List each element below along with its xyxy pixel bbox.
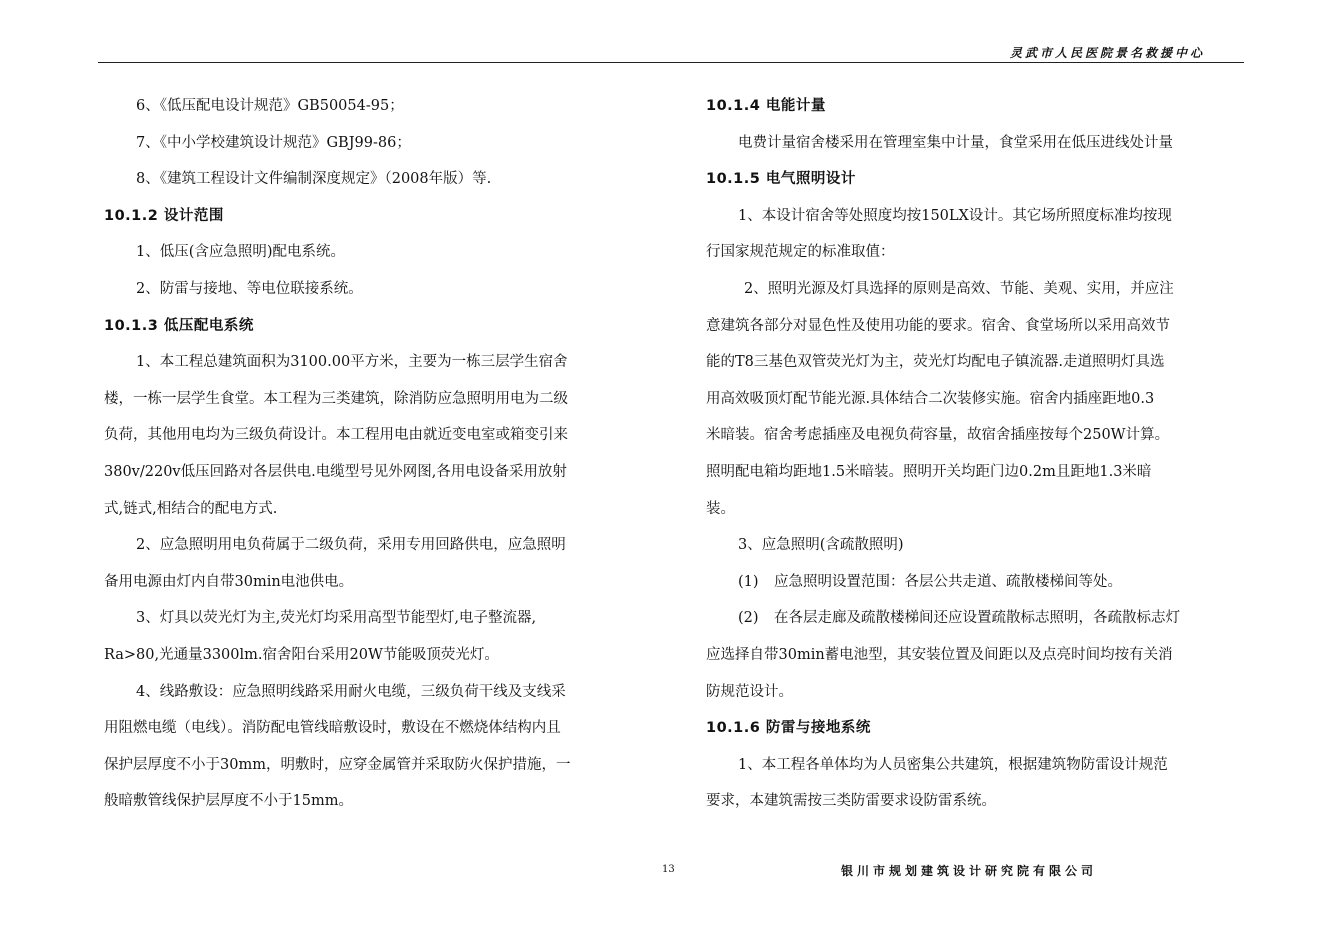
paragraph-line: 1、本工程总建筑面积为3100.00平方米，主要为一栋三层学生宿舍 [136, 354, 568, 371]
paragraph-line: 保护层厚度不小于30mm，明敷时，应穿金属管并采取防火保护措施，一 [104, 756, 571, 773]
list-item [706, 564, 1246, 601]
paragraph-line: 电费计量宿舍楼采用在管理室集中计量，食堂采用在低压进线处计量 [738, 134, 1173, 151]
section-heading: 10.1.6 防雷与接地系统 [706, 720, 871, 737]
page-number: 13 [662, 864, 675, 875]
paragraph-line: 要求，本建筑需按三类防雷要求设防雷系统。 [706, 793, 996, 810]
paragraph-line: 负荷，其他用电均为三级负荷设计。本工程用电由就近变电室或箱变引来 [104, 427, 568, 444]
list-text: 在各层走廊及疏散楼梯间还应设置疏散标志照明，各疏散标志灯 [774, 610, 1180, 627]
list-number: (1) [738, 573, 759, 590]
section-heading: 10.1.4 电能计量 [706, 98, 826, 114]
paragraph-line: 意建筑各部分对显色性及使用功能的要求。宿舍、食堂场所以采用高效节 [706, 317, 1170, 334]
paragraph-line: 3、灯具以荧光灯为主,荧光灯均采用高型节能型灯,电子整流器, [136, 610, 537, 627]
list-text: 应急照明设置范围：各层公共走道、疏散楼梯间等处。 [774, 573, 1122, 590]
paragraph-line: 装。 [706, 500, 735, 517]
paragraph-line: 应选择自带30min蓄电池型，其安装位置及间距以及点亮时间均按有关消 [706, 646, 1173, 663]
right-column [706, 88, 1246, 820]
paragraph-line: 米暗装。宿舍考虑插座及电视负荷容量，故宿舍插座按每个250W计算。 [706, 427, 1170, 444]
paragraph-line: 楼，一栋一层学生食堂。本工程为三类建筑，除消防应急照明用电为二级 [104, 390, 568, 407]
section-heading: 10.1.2 设计范围 [104, 207, 224, 224]
paragraph-line: 能的T8三基色双管荧光灯为主，荧光灯均配电子镇流器.走道照明灯具选 [706, 354, 1165, 371]
paragraph-line: 行国家规范规定的标准取值： [706, 244, 895, 261]
reference-item: 6、《低压配电设计规范》GB50054-95； [136, 98, 404, 114]
paragraph-line: 380v/220v低压回路对各层供电.电缆型号见外网图,各用电设备采用放射 [104, 463, 567, 480]
left-column [104, 88, 644, 820]
section-heading: 10.1.5 电气照明设计 [706, 171, 856, 188]
paragraph-line: 用阻燃电缆（电线）。消防配电管线暗敷设时，敷设在不燃烧体结构内且 [104, 720, 561, 737]
section-heading: 10.1.3 低压配电系统 [104, 317, 254, 334]
paragraph-line: 般暗敷管线保护层厚度不小于15mm。 [104, 793, 353, 810]
paragraph-line: Ra>80,光通量3300lm.宿舍阳台采用20W节能吸顶荧光灯。 [104, 646, 499, 663]
header-rule [98, 62, 1244, 63]
paragraph-line: 2、防雷与接地、等电位联接系统。 [136, 280, 363, 297]
paragraph-line: 2、照明光源及灯具选择的原则是高效、节能、美观、实用，并应注 [744, 280, 1174, 297]
paragraph-line: 用高效吸顶灯配节能光源.具体结合二次装修实施。宿舍内插座距地0.3 [706, 390, 1155, 407]
paragraph-line: 1、本工程各单体均为人员密集公共建筑，根据建筑物防雷设计规范 [738, 756, 1168, 773]
paragraph-line: 4、线路敷设：应急照明线路采用耐火电缆，三级负荷干线及支线采 [136, 683, 566, 700]
list-number: (2) [738, 610, 759, 627]
paragraph-line: 2、应急照明用电负荷属于二级负荷，采用专用回路供电，应急照明 [136, 537, 566, 554]
header-title: 灵武市人民医院景名救援中心 [1009, 46, 1205, 60]
paragraph-line: 防规范设计。 [706, 683, 793, 700]
list-item [706, 600, 1246, 637]
reference-item: 7、《中小学校建筑设计规范》GBJ99-86； [136, 134, 411, 151]
footer-company: 银川市规划建筑设计研究院有限公司 [841, 864, 1098, 878]
paragraph-line: 备用电源由灯内自带30min电池供电。 [104, 573, 354, 590]
paragraph-line: 1、低压(含应急照明)配电系统。 [136, 244, 346, 261]
paragraph-line: 3、应急照明(含疏散照明) [738, 537, 904, 554]
reference-item: 8、《建筑工程设计文件编制深度规定》（2008年版）等. [136, 171, 492, 188]
paragraph-line: 照明配电箱均距地1.5米暗装。照明开关均距门边0.2m且距地1.3米暗 [706, 463, 1152, 480]
paragraph-line: 式,链式,相结合的配电方式. [104, 500, 278, 517]
paragraph-line: 1、本设计宿舍等处照度均按150LX设计。其它场所照度标准均按现 [738, 207, 1172, 224]
